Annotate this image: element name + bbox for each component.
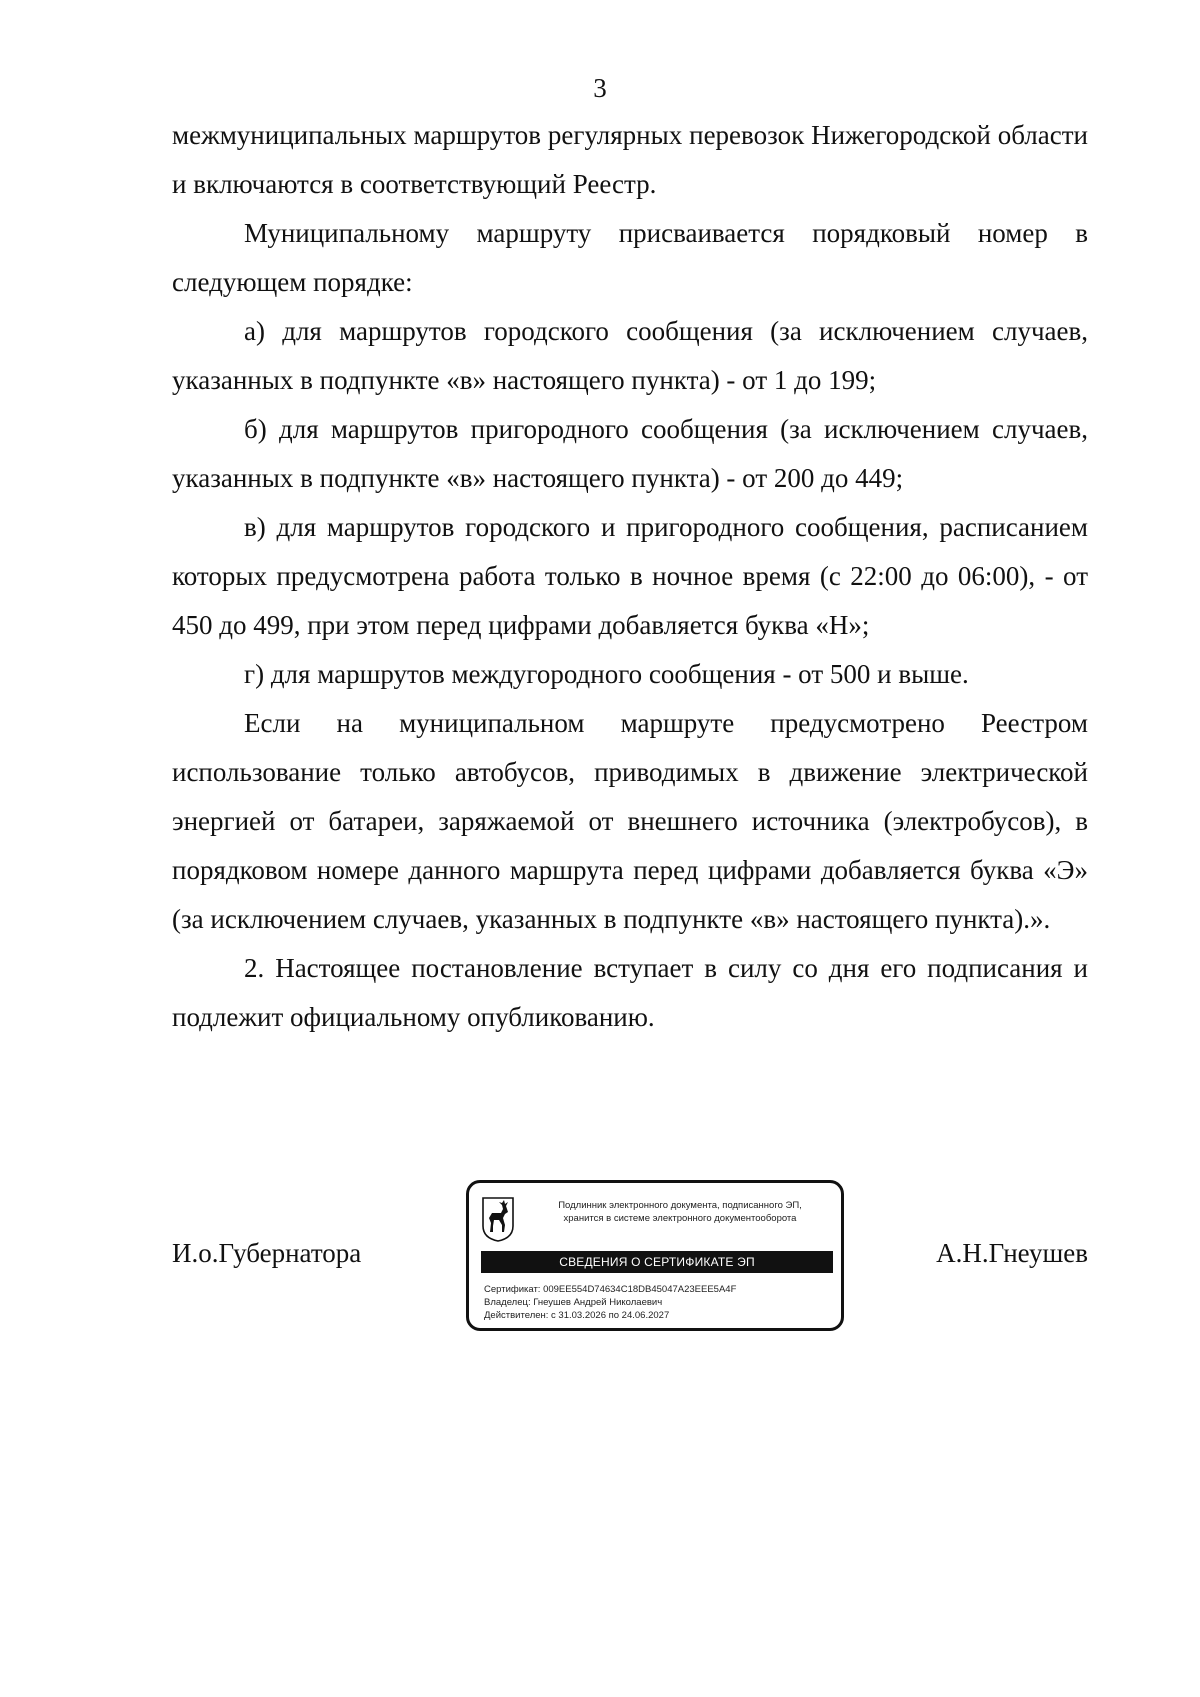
certificate-info-bar: СВЕДЕНИЯ О СЕРТИФИКАТЕ ЭП xyxy=(481,1251,833,1273)
paragraph: Если на муниципальном маршруте предусмотрено Реестром использование только автобусов, приводимых в движение электрической энергией от батареи, заряжаемой от внешнего источника (электробусов), в порядковом номере данного маршрута перед цифрами добавляется буква «Э» (за исключением случаев, указанных в подпункте «в» настоящего пункта).». xyxy=(172,708,1088,934)
page-number: 3 xyxy=(593,73,607,103)
stamp-header-line: Подлинник электронного документа, подписанного ЭП, xyxy=(558,1200,802,1211)
paragraph: Муниципальному маршруту присваивается порядковый номер в следующем порядке: xyxy=(172,218,1088,297)
paragraph: в) для маршрутов городского и пригородного сообщения, расписанием которых предусмотрена работа только в ночное время (с 22:00 до 06:00), - от 450 до 499, при этом перед цифрами добавляется буква «Н»; xyxy=(172,512,1088,640)
certificate-details xyxy=(484,1283,834,1322)
paragraph: а) для маршрутов городского сообщения (за исключением случаев, указанных в подпункте «в» настоящего пункта) - от 1 до 199; xyxy=(172,316,1088,395)
paragraph: б) для маршрутов пригородного сообщения (за исключением случаев, указанных в подпункте «в» настоящего пункта) - от 200 до 449; xyxy=(172,414,1088,493)
coat-of-arms-icon xyxy=(481,1196,515,1242)
document-body xyxy=(172,111,1088,1042)
paragraph: г) для маршрутов междугородного сообщения - от 500 и выше. xyxy=(244,659,969,689)
certificate-validity: Действителен: с 31.03.2026 по 24.06.2027 xyxy=(484,1310,670,1321)
stamp-header-line: хранится в системе электронного документооборота xyxy=(563,1213,797,1224)
stamp-header xyxy=(527,1199,833,1225)
signatory-name: А.Н.Гнеушев xyxy=(936,1238,1088,1268)
electronic-signature-stamp xyxy=(466,1180,844,1331)
signatory-title: И.о.Губернатора xyxy=(172,1238,362,1268)
certificate-number: Сертификат: 009EE554D74634C18DB45047A23EEE5A4F xyxy=(484,1284,737,1295)
certificate-owner: Владелец: Гнеушев Андрей Николаевич xyxy=(484,1297,663,1308)
paragraph: 2. Настоящее постановление вступает в силу со дня его подписания и подлежит официальному опубликованию. xyxy=(172,953,1088,1032)
paragraph: межмуниципальных маршрутов регулярных перевозок Нижегородской области и включаются в соответствующий Реестр. xyxy=(172,120,1088,199)
